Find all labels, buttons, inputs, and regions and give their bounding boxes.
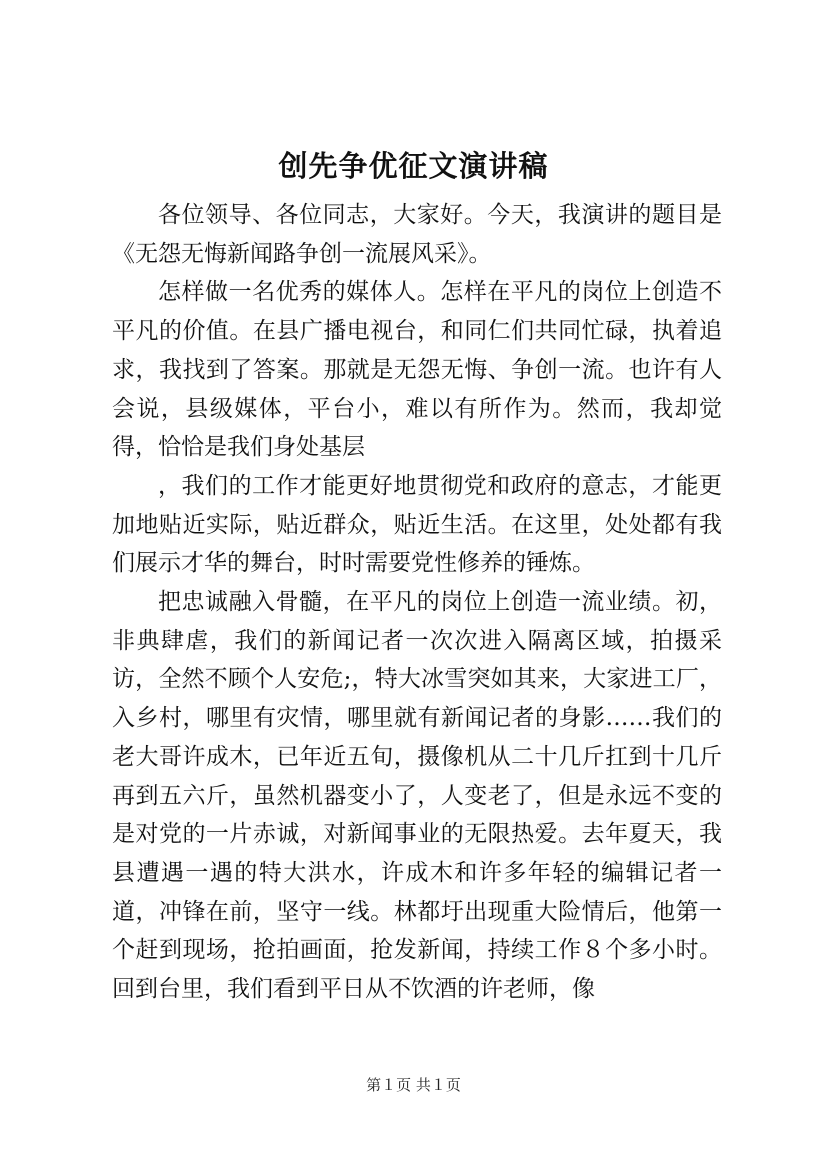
paragraph-continuation: ，我们的工作才能更好地贯彻党和政府的意志，才能更加地贴近实际，贴近群众，贴近生活。在这里，处处都有我们展示才华的舞台，时时需要党性修养的锤炼。 (112, 472, 722, 577)
paragraph-question: 怎样做一名优秀的媒体人。怎样在平凡的岗位上创造不平凡的价值。在县广播电视台，和同仁们共同忙碌，执着追求，我找到了答案。那就是无怨无悔、争创一流。也许有人会说，县级媒体，平台小，难以有所作为。然而，我却觉得，恰恰是我们身处基层 (112, 279, 722, 461)
page-number-footer: 第１页 共１页 (366, 1076, 461, 1094)
paragraph-loyalty: 把忠诚融入骨髓，在平凡的岗位上创造一流业绩。初，非典肆虐，我们的新闻记者一次次进入隔离区域，拍摄采访，全然不顾个人安危;，特大冰雪突如其来，大家进工厂，入乡村，哪里有灾情，哪里就有新闻记者的身影……我们的老大哥许成木，已年近五旬，摄像机从二十几斤扛到十几斤再到五六斤，虽然机器变小了，人变老了，但是永远不变的是对党的一片赤诚，对新闻事业的无限热爱。去年夏天，我县遭遇一遇的特大洪水，许成木和许多年轻的编辑记者一道，冲锋在前，坚守一线。林都圩出现重大险情后，他第一个赶到现场，抢拍画面，抢发新闻，持续工作８个多小时。回到台里，我们看到平日从不饮酒的许老师，像 (112, 589, 722, 1003)
document-body (112, 196, 722, 1009)
paragraph-greeting: 各位领导、各位同志，大家好。今天，我演讲的题目是《无怨无悔新闻路争创一流展风采》。 (112, 202, 722, 267)
document-title: 创先争优征文演讲稿 (278, 149, 549, 183)
